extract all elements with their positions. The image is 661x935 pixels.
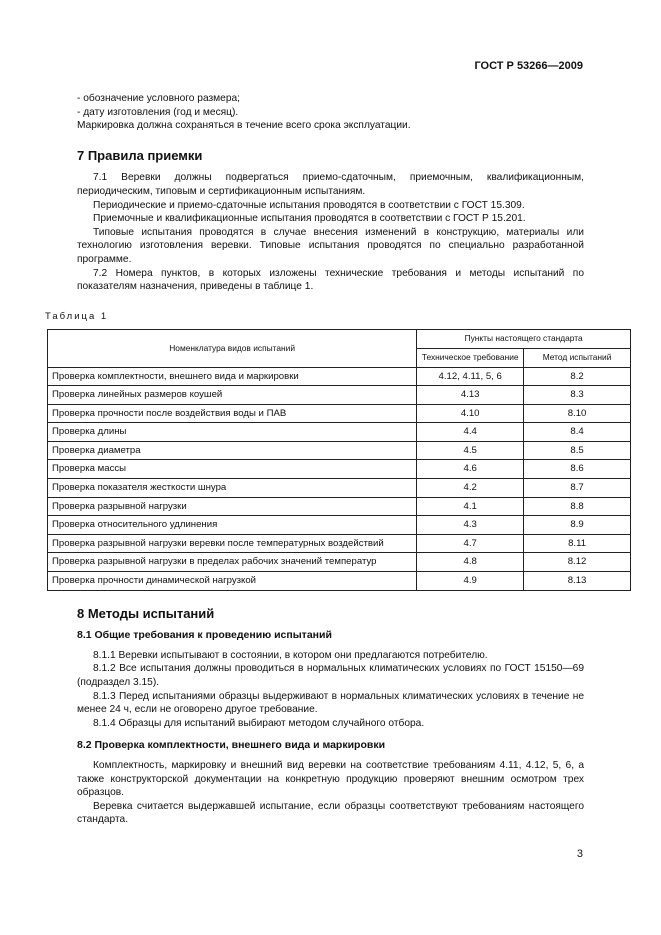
cell-requirement: 4.3: [417, 516, 524, 535]
cell-requirement: 4.4: [417, 423, 524, 442]
table-row: [48, 460, 631, 479]
table-row: [48, 572, 631, 591]
table-row: [48, 479, 631, 498]
cell-test-name: Проверка разрывной нагрузки в пределах рабочих значений температур: [48, 553, 417, 572]
marking-note: Маркировка должна сохраняться в течение всего срока эксплуатации.: [77, 120, 411, 132]
section-7-title: 7 Правила приемки: [77, 147, 203, 163]
paragraph: Комплектность, маркировку и внешний вид веревки на соответствие требованиям 4.11, 4.12, 5, 6, а также конструкторской документации на конкретную продукцию проверяют внешним осмотром трех образцов.: [77, 759, 584, 799]
cell-test-name: Проверка показателя жесткости шнура: [48, 479, 417, 498]
subsection-8-2-title: 8.2 Проверка комплектности, внешнего вида и маркировки: [77, 739, 386, 752]
cell-method: 8.7: [524, 479, 631, 498]
paragraph: 8.1.2 Все испытания должны проводиться в нормальных климатических условиях по ГОСТ 15150—69 (подраздел 3.15).: [77, 663, 584, 688]
table-row: [48, 534, 631, 553]
tests-table: [47, 329, 631, 590]
cell-method: 8.11: [524, 534, 631, 553]
cell-method: 8.10: [524, 404, 631, 423]
subsection-8-1-title: 8.1 Общие требования к проведению испытаний: [77, 629, 332, 642]
cell-requirement: 4.2: [417, 479, 524, 498]
cell-method: 8.9: [524, 516, 631, 535]
paragraph: 7.1 Веревки должны подвергаться приемо-сдаточным, приемочным, квалификационным, периодическим, типовым и сертификационным испытаниям.: [77, 172, 584, 197]
table-row: [48, 497, 631, 516]
table-body: [48, 367, 631, 590]
cell-requirement: 4.7: [417, 534, 524, 553]
cell-requirement: 4.13: [417, 386, 524, 405]
section-8-title: 8 Методы испытаний: [77, 605, 215, 621]
cell-test-name: Проверка комплектности, внешнего вида и маркировки: [48, 367, 417, 386]
cell-requirement: 4.10: [417, 404, 524, 423]
paragraph: 8.1.1 Веревки испытывают в состоянии, в котором они предлагаются потребителю.: [93, 649, 488, 661]
cell-test-name: Проверка длины: [48, 423, 417, 442]
paragraph: Веревка считается выдержавшей испытание, если образцы соответствуют требованиям настоящего стандарта.: [77, 800, 584, 826]
col-header-group: Пункты настоящего стандарта: [417, 330, 631, 349]
col-header-name: Номенклатура видов испытаний: [48, 330, 417, 367]
paragraph: Типовые испытания проводятся в случае внесения изменений в конструкцию, материалы или технологию изготовления веревки. Типовые испытания проводятся по специально разработанной программе.: [77, 226, 584, 265]
cell-method: 8.3: [524, 386, 631, 405]
cell-method: 8.8: [524, 497, 631, 516]
content: [45, 92, 612, 827]
cell-test-name: Проверка массы: [48, 460, 417, 479]
paragraph: Периодические и приемо-сдаточные испытания проводятся в соответствии с ГОСТ 15.309.: [93, 199, 525, 211]
col-header-method: Метод испытаний: [524, 348, 631, 367]
cell-test-name: Проверка разрывной нагрузки веревки после температурных воздействий: [48, 534, 417, 553]
cell-requirement: 4.5: [417, 441, 524, 460]
intro-item: - обозначение условного размера;: [77, 93, 241, 104]
cell-method: 8.12: [524, 553, 631, 572]
cell-test-name: Проверка прочности динамической нагрузкой: [48, 572, 417, 591]
paragraph: 8.1.3 Перед испытаниями образцы выдерживают в нормальных климатических условиях в течение не менее 24 ч, если не оговорено другое требование.: [77, 690, 584, 716]
paragraph: 8.1.4 Образцы для испытаний выбирают методом случайного отбора.: [93, 717, 425, 729]
cell-requirement: 4.12, 4.11, 5, 6: [417, 367, 524, 386]
page-number: 3: [576, 848, 583, 860]
cell-requirement: 4.6: [417, 460, 524, 479]
cell-method: 8.13: [524, 572, 631, 591]
cell-test-name: Проверка разрывной нагрузки: [48, 497, 417, 516]
intro-item: - дату изготовления (год и месяц).: [77, 106, 239, 118]
table-row: [48, 423, 631, 442]
col-header-requirement: Техническое требование: [417, 348, 524, 367]
cell-test-name: Проверка диаметра: [48, 441, 417, 460]
table-row: [48, 386, 631, 405]
paragraph: Приемочные и квалификационные испытания проводятся в соответствии с ГОСТ Р 15.201.: [93, 213, 526, 225]
cell-test-name: Проверка линейных размеров коушей: [48, 386, 417, 405]
cell-method: 8.4: [524, 423, 631, 442]
cell-requirement: 4.1: [417, 497, 524, 516]
cell-method: 8.6: [524, 460, 631, 479]
cell-test-name: Проверка относительного удлинения: [48, 516, 417, 535]
cell-method: 8.5: [524, 441, 631, 460]
cell-method: 8.2: [524, 367, 631, 386]
cell-requirement: 4.9: [417, 572, 524, 591]
table-row: [48, 553, 631, 572]
table-caption: Таблица 1: [45, 310, 109, 322]
cell-test-name: Проверка прочности после воздействия воды и ПАВ: [48, 404, 417, 423]
cell-requirement: 4.8: [417, 553, 524, 572]
table-row: [48, 367, 631, 386]
paragraph: 7.2 Номера пунктов, в которых изложены технические требования и методы испытаний по показателям назначения, приведены в таблице 1.: [77, 267, 584, 293]
table-row: [48, 404, 631, 423]
table-row: [48, 516, 631, 535]
table-row: [48, 441, 631, 460]
document-header: ГОСТ Р 53266—2009: [474, 60, 583, 72]
